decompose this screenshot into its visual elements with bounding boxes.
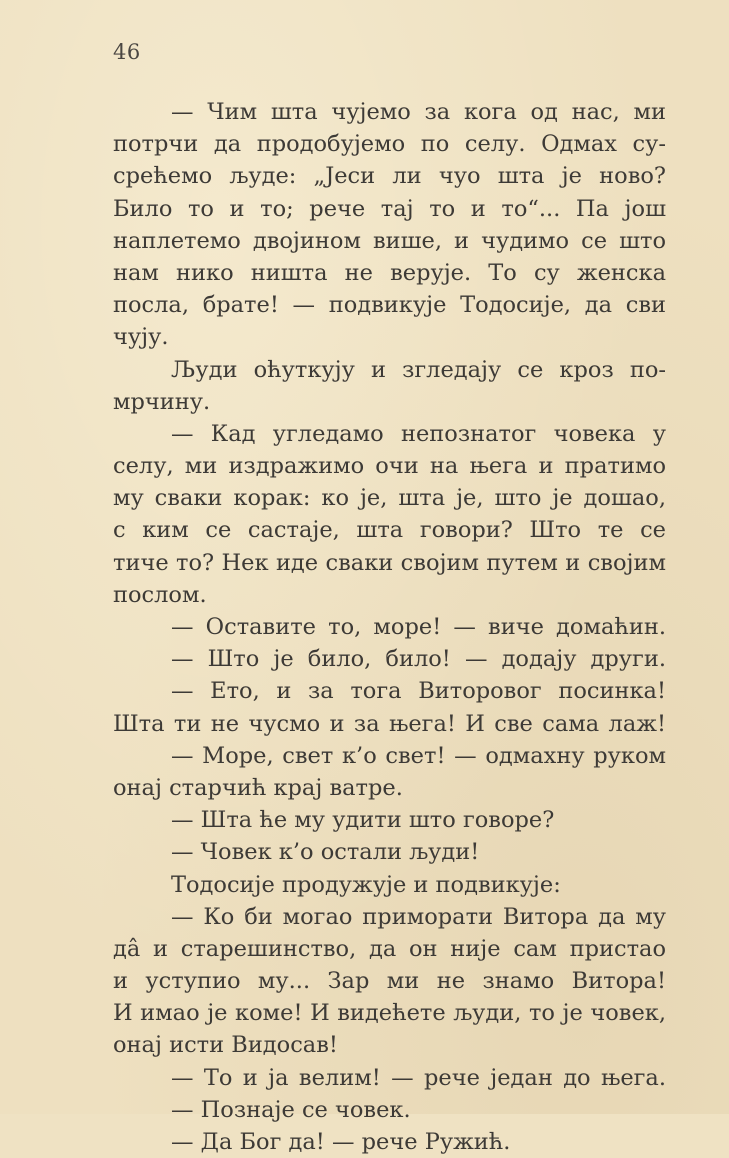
text-line: да̂ и старешинство, да он није сам пристао bbox=[113, 935, 666, 962]
text-line: И имао је коме! И видећете људи, то је човек, bbox=[113, 1000, 666, 1027]
text-line: чују. bbox=[113, 324, 169, 351]
page-number: 46 bbox=[113, 40, 141, 64]
text-line: потрчи да продобујемо по селу. Одмах су- bbox=[113, 131, 666, 158]
text-line: и уступио му... Зар ми не знамо Витора! bbox=[113, 968, 666, 995]
text-line: онај исти Видосав! bbox=[113, 1032, 338, 1059]
text-line: послом. bbox=[113, 581, 207, 608]
text-line: тиче то? Нек иде сваки својим путем и својим bbox=[113, 549, 666, 576]
text-line: мрчину. bbox=[113, 388, 211, 415]
text-line: — Познаје се човек. bbox=[171, 1096, 411, 1123]
body-text bbox=[113, 96, 666, 1158]
text-line: Тодосије продужује и подвикује: bbox=[171, 871, 561, 898]
text-line: — Ето, и за тога Виторовог посинка! bbox=[171, 678, 666, 705]
text-line: — Оставите то, море! — виче домаћин. bbox=[171, 614, 666, 640]
text-line: нам нико ништа не верује. То су женска bbox=[113, 259, 666, 286]
text-line: му сваки корак: ко је, шта је, што је дошао, bbox=[113, 485, 666, 512]
text-line: срећемо људе: „Јеси ли чуо шта је ново? bbox=[113, 163, 666, 190]
text-line: — Човек к’о остали људи! bbox=[171, 839, 480, 866]
text-line: — Шта ће му удити што говоре? bbox=[171, 807, 555, 834]
text-line: — Што је било, било! — додају други. bbox=[171, 646, 666, 673]
text-line: посла, брате! — подвикује Тодосије, да сви bbox=[113, 292, 666, 319]
text-line: Било то и то; рече тај то и то“... Па још bbox=[113, 195, 666, 222]
text-line: — Море, свет к’о свет! — одмахну руком bbox=[171, 742, 666, 769]
text-line: Шта ти не чусмо и за њега! И све сама лаж! bbox=[113, 710, 666, 737]
text-line: — Да Бог да! — рече Ружић. bbox=[171, 1129, 511, 1155]
text-line: онај старчић крај ватре. bbox=[113, 774, 403, 801]
text-line: Људи оћуткују и згледају се кроз по- bbox=[171, 356, 666, 383]
text-line: — Кад угледамо непознатог човека у bbox=[171, 420, 666, 447]
text-line: — Ко би могао приморати Витора да му bbox=[171, 903, 666, 930]
text-line: — То и ја велим! — рече један до њега. bbox=[171, 1064, 666, 1091]
text-line: селу, ми издражимо очи на њега и пратимо bbox=[113, 453, 666, 480]
text-line: с ким се састаје, шта говори? Што те се bbox=[113, 517, 666, 544]
text-line: наплетемо двојином више, и чудимо се што bbox=[113, 227, 666, 254]
text-line: — Чим шта чујемо за кога од нас, ми bbox=[171, 99, 666, 125]
